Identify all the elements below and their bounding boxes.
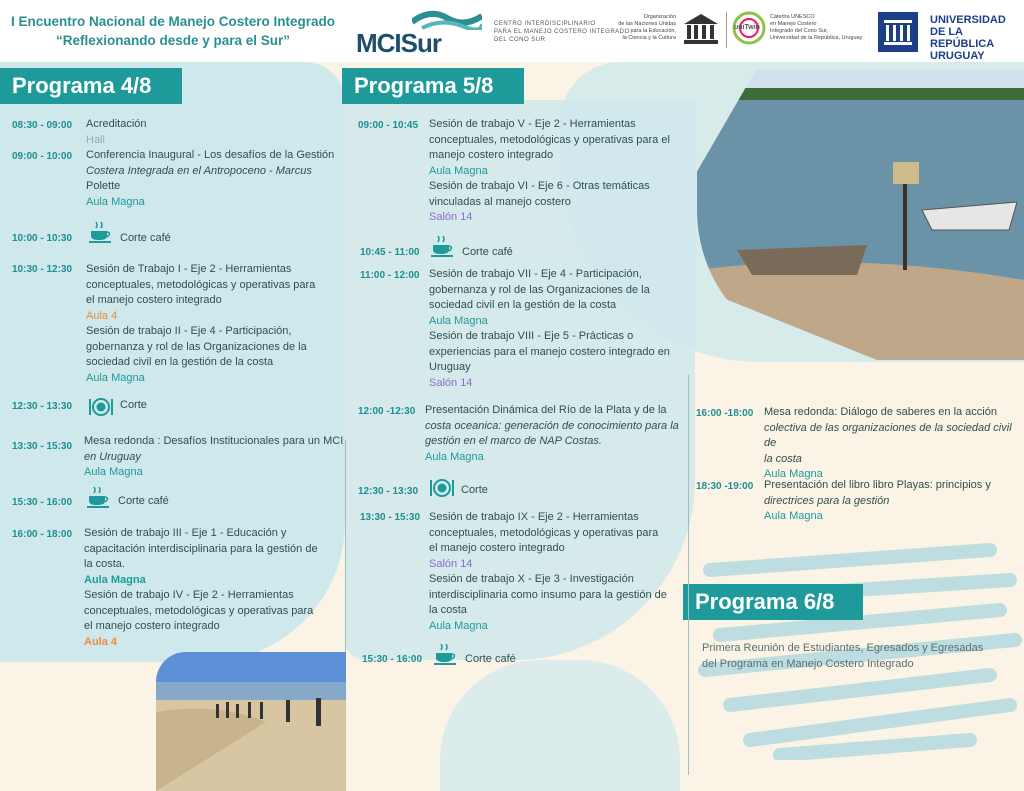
room-label: Hall	[86, 133, 105, 146]
event-text: gobernanza y rol de las Organizaciones de la	[429, 283, 650, 296]
event-text: Acreditación	[86, 118, 147, 130]
room-label: Aula Magna	[429, 164, 488, 177]
time-label: 15:30 - 16:00	[362, 654, 423, 665]
time-label: 12:30 - 13:30	[358, 486, 419, 497]
event-text: experiencias para el manejo costero integrado en	[429, 345, 670, 358]
time-label: 12:00 -12:30	[358, 406, 416, 417]
event-text: Sesión de trabajo VII - Eje 4 - Participación,	[429, 268, 642, 280]
break-label: Corte	[120, 399, 147, 411]
beach-walk-photo	[156, 652, 346, 791]
event-entry	[86, 117, 341, 148]
tab-programa-4: Programa 4/8	[0, 68, 182, 104]
unesco-text	[616, 14, 676, 42]
room-label: Salón 14	[429, 557, 473, 570]
mcisur-sub3: DEL CONO SUR	[494, 37, 546, 43]
time-label: 10:00 - 10:30	[12, 233, 73, 244]
event-text: el manejo costero integrado	[84, 620, 220, 632]
divider-line	[726, 12, 727, 48]
event-text: Sesión de trabajo II - Eje 4 - Participación,	[86, 325, 292, 337]
time-label: 13:30 - 15:30	[360, 512, 421, 523]
mcisur-subtitle	[494, 20, 630, 44]
time-label: 18:30 -19:00	[696, 481, 754, 492]
room-label: Aula Magna	[764, 510, 823, 522]
event-text: conceptuales, metodológicas y operativas para	[429, 526, 659, 539]
mcisur-sub2: PARA EL MANEJO COSTERO INTEGRADO	[494, 29, 630, 35]
event-text: Sesión de trabajo IV - Eje 2 - Herramientas	[84, 589, 294, 601]
room-label: Aula Magna	[764, 468, 823, 480]
event-text: interdisciplinaria como insumo para la gestión de	[429, 588, 667, 601]
time-label: 08:30 - 09:00	[12, 120, 73, 131]
room-label: Salón 14	[429, 376, 473, 389]
time-label: 09:00 - 10:45	[358, 120, 419, 131]
event-text: Mesa redonda : Desafíos Institucionales para un MCI	[84, 435, 344, 447]
plate-cutlery-icon	[429, 477, 455, 499]
time-label: 15:30 - 16:00	[12, 497, 73, 508]
event-text: directrices para la gestión	[764, 494, 890, 507]
unitwin-text-4: Universidad de la República, Uruguay	[770, 35, 863, 41]
p6-line-2: del Programa en Manejo Costero Integrado	[702, 657, 914, 670]
event-entry	[86, 148, 344, 210]
mcisur-sub1: CENTRO INTERDISCIPLINARIO	[494, 21, 596, 27]
unesco-text-4: la Ciencia y la Cultura	[622, 35, 676, 41]
room-label: Salón 14	[429, 211, 473, 223]
event-text: la costa	[429, 604, 467, 616]
coffee-cup-icon	[88, 220, 114, 244]
event-entry	[764, 405, 1022, 483]
coffee-cup-icon	[430, 234, 456, 258]
event-text: costa oceanica: generación de conocimiento para la	[425, 419, 679, 432]
event-entry	[425, 403, 689, 465]
break-label: Corte	[461, 484, 488, 496]
event-entry	[429, 117, 691, 226]
event-text: conceptuales, metodológicas y operativas para	[84, 604, 314, 617]
event-entry	[429, 510, 691, 634]
event-entry	[764, 478, 1022, 525]
event-entry	[84, 434, 346, 481]
event-text: sociedad civil en la gestión de la costa	[86, 356, 274, 368]
wave-icon	[412, 8, 482, 30]
time-label: 12:30 - 13:30	[12, 401, 73, 412]
break-label: Corte café	[462, 246, 513, 258]
unesco-text-3: para la Educación,	[630, 28, 676, 34]
mcisur-logo-text: MCISur	[356, 28, 441, 58]
udelar-text	[930, 14, 1024, 62]
unitwin-label: uniTwin	[734, 24, 760, 31]
event-text: Sesión de trabajo VIII - Eje 5 - Prácticas o	[429, 330, 634, 342]
room-label: Aula Magna	[86, 371, 145, 384]
break-label: Corte café	[120, 232, 171, 244]
event-text: en Uruguay	[84, 450, 141, 463]
event-text: Sesión de Trabajo I - Eje 2 - Herramientas	[86, 263, 292, 275]
event-text: conceptuales, metodológicas y operativas para	[86, 278, 316, 291]
unesco-text-1: Organización	[643, 14, 676, 20]
udelar-crest-icon	[876, 10, 920, 54]
room-label: Aula Magna	[84, 573, 146, 586]
time-label: 10:45 - 11:00	[360, 247, 420, 258]
event-text: capacitación interdisciplinaria para la gestión de	[84, 542, 318, 555]
p6-line-1: Primera Reunión de Estudiantes, Egresados y Egresadas	[702, 642, 984, 654]
event-text: Sesión de trabajo VI - Eje 6 - Otras temáticas	[429, 180, 650, 192]
event-text: Presentación Dinámica del Río de la Plata y de la	[425, 404, 667, 416]
room-label: Aula Magna	[429, 619, 488, 632]
bg-shape-bottom	[440, 660, 680, 791]
event-text: Uruguay	[429, 361, 471, 373]
programa-6-description	[702, 641, 1022, 672]
event-title	[8, 12, 338, 50]
unesco-text-2: de las Naciones Unidas	[618, 21, 676, 27]
event-text: gestión en el marco de NAP Costas.	[425, 435, 602, 447]
time-label: 16:00 -18:00	[696, 408, 754, 419]
udelar-text-2: DE LA REPÚBLICA	[930, 26, 995, 50]
room-label: Aula 4	[86, 309, 118, 322]
event-entry	[84, 526, 342, 650]
event-text: sociedad civil en la gestión de la costa	[429, 299, 617, 311]
event-text: Sesión de trabajo X - Eje 3 - Investigación	[429, 573, 634, 585]
event-title-line1: I Encuentro Nacional de Manejo Costero Integrado	[10, 14, 336, 29]
udelar-text-3: URUGUAY	[930, 50, 985, 62]
unitwin-text-1: Cátedra UNESCO	[770, 14, 815, 20]
tab-programa-6: Programa 6/8	[683, 584, 863, 620]
event-text: Sesión de trabajo III - Eje 1 - Educación y	[84, 527, 287, 539]
event-text: Sesión de trabajo V - Eje 2 - Herramientas	[429, 118, 636, 130]
time-label: 09:00 - 10:00	[12, 151, 73, 162]
event-text: la costa.	[84, 558, 125, 570]
room-label: Aula Magna	[429, 314, 488, 327]
event-text: colectiva de las organizaciones de la sociedad civil de	[764, 421, 1012, 449]
event-text: manejo costero integrado	[429, 149, 554, 161]
event-text: Polette	[86, 180, 121, 192]
event-text: conceptuales, metodológicas y operativas para el	[429, 133, 670, 146]
event-text: Presentación del libro libro Playas: principios y	[764, 479, 991, 491]
event-text: el manejo costero integrado	[86, 294, 222, 306]
header-bar	[0, 0, 1024, 62]
room-label: Aula 4	[84, 635, 118, 648]
event-text: Conferencia Inaugural - Los desafíos de la Gestión	[86, 149, 335, 161]
udelar-text-1: UNIVERSIDAD	[930, 14, 1006, 26]
room-label: Aula Magna	[425, 450, 484, 463]
event-text: Mesa redonda: Diálogo de saberes en la acción	[764, 406, 997, 418]
event-text: Costera Integrada en el Antropoceno - Marcus	[86, 164, 312, 177]
beach-walk-image	[156, 652, 346, 791]
time-label: 11:00 - 12:00	[360, 270, 420, 281]
event-entry	[86, 262, 341, 386]
plate-cutlery-icon	[88, 396, 114, 418]
event-text: la costa	[764, 452, 802, 465]
time-label: 10:30 - 12:30	[12, 264, 73, 275]
room-label: Aula Magna	[86, 195, 145, 208]
unitwin-text-2: en Manejo Costero	[770, 21, 817, 27]
event-text: vinculadas al manejo costero	[429, 195, 571, 208]
event-entry	[429, 267, 691, 391]
event-text: el manejo costero integrado	[429, 542, 565, 554]
event-text: Sesión de trabajo IX - Eje 2 - Herramientas	[429, 511, 639, 523]
break-label: Corte café	[465, 653, 516, 665]
time-label: 16:00 - 18:00	[12, 529, 73, 540]
event-title-line2: “Reflexionando desde y para el Sur”	[55, 33, 291, 48]
mcisur-logo	[356, 8, 486, 56]
tab-programa-5: Programa 5/8	[342, 68, 524, 104]
time-label: 13:30 - 15:30	[12, 441, 73, 452]
event-text: gobernanza y rol de las Organizaciones de la	[86, 340, 307, 353]
unitwin-text-3: Integrado del Cono Sur,	[770, 28, 829, 34]
break-label: Corte café	[118, 495, 169, 507]
coffee-cup-icon	[433, 642, 459, 666]
unitwin-text	[770, 14, 862, 42]
coffee-cup-icon	[86, 485, 112, 509]
unesco-temple-icon	[682, 12, 720, 46]
room-label: Aula Magna	[84, 466, 143, 478]
